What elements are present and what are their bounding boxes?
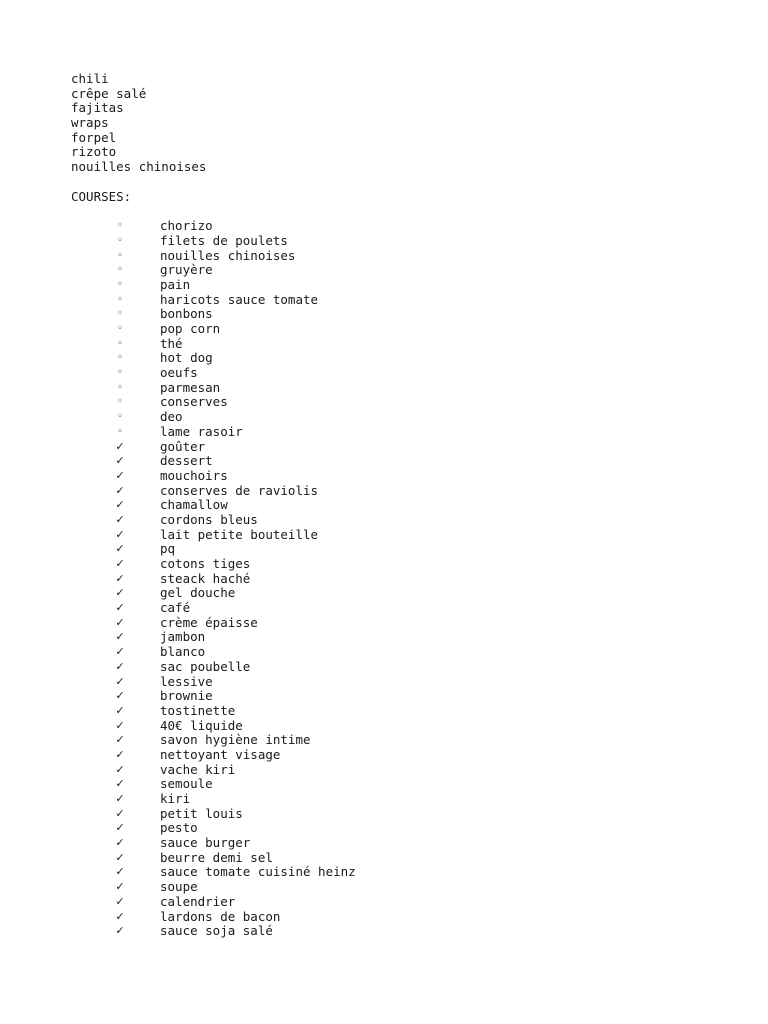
list-item xyxy=(71,381,731,396)
checkmark-icon: ✓ xyxy=(115,806,125,820)
list-item xyxy=(71,234,731,249)
list-item-label: nouilles chinoises xyxy=(160,247,296,263)
checkmark-icon: ✓ xyxy=(115,747,125,761)
list-item xyxy=(71,425,731,440)
meal-item: nouilles chinoises xyxy=(71,159,207,175)
list-item-label: tostinette xyxy=(160,702,236,718)
list-item xyxy=(71,704,731,719)
list-item-label: thé xyxy=(160,335,183,351)
list-item xyxy=(71,219,731,234)
list-item-label: cordons bleus xyxy=(160,511,258,527)
list-item xyxy=(71,865,731,880)
list-item-label: oeufs xyxy=(160,365,198,381)
list-item xyxy=(71,851,731,866)
list-item-label: gel douche xyxy=(160,585,236,601)
checkmark-icon: ✓ xyxy=(115,777,125,791)
checkmark-icon: ✓ xyxy=(115,909,125,923)
list-item-label: jambon xyxy=(160,629,206,645)
checkmark-icon: ✓ xyxy=(115,468,125,482)
meal-item: chili xyxy=(71,71,109,86)
list-item-label: pesto xyxy=(160,820,198,836)
checkmark-icon: ✓ xyxy=(115,659,125,673)
open-circle-bullet-icon: ◦ xyxy=(117,425,123,437)
checkmark-icon: ✓ xyxy=(115,865,125,879)
checkmark-icon: ✓ xyxy=(115,498,125,512)
list-item xyxy=(71,586,731,601)
list-item xyxy=(71,807,731,822)
open-circle-bullet-icon: ◦ xyxy=(117,264,123,276)
list-item-label: chamallow xyxy=(160,497,228,513)
list-item xyxy=(71,557,731,572)
list-item xyxy=(71,630,731,645)
checkmark-icon: ✓ xyxy=(115,454,125,468)
list-item xyxy=(71,440,731,455)
list-item xyxy=(71,763,731,778)
list-item-label: parmesan xyxy=(160,379,221,395)
list-item-label: cotons tiges xyxy=(160,556,251,571)
list-item-label: lessive xyxy=(160,673,213,689)
open-circle-bullet-icon: ◦ xyxy=(117,352,123,364)
list-item xyxy=(71,307,731,322)
list-item xyxy=(71,542,731,557)
list-item-label: hot dog xyxy=(160,350,213,366)
list-item xyxy=(71,748,731,763)
list-item-label: soupe xyxy=(160,879,198,895)
checkmark-icon: ✓ xyxy=(115,571,125,585)
open-circle-bullet-icon: ◦ xyxy=(117,396,123,408)
list-item xyxy=(71,395,731,410)
list-item-label: sauce tomate cuisiné heinz xyxy=(160,864,356,880)
list-item-label: sauce soja salé xyxy=(160,923,273,939)
list-item xyxy=(71,836,731,851)
list-item xyxy=(71,263,731,278)
checkmark-icon: ✓ xyxy=(115,924,125,938)
list-item-label: kiri xyxy=(160,791,191,806)
list-item-label: vache kiri xyxy=(160,761,236,777)
open-circle-bullet-icon: ◦ xyxy=(117,278,123,290)
list-item xyxy=(71,293,731,308)
list-item xyxy=(71,337,731,352)
list-item-label: lait petite bouteille xyxy=(160,526,319,542)
open-circle-bullet-icon: ◦ xyxy=(117,337,123,349)
list-item-label: conserves xyxy=(160,394,228,410)
list-item xyxy=(71,689,731,704)
list-item xyxy=(71,792,731,807)
list-item-label: lardons de bacon xyxy=(160,908,281,924)
open-circle-bullet-icon: ◦ xyxy=(117,411,123,423)
checkmark-icon: ✓ xyxy=(115,483,125,497)
list-item-label: filets de poulets xyxy=(160,232,288,248)
list-item xyxy=(71,410,731,425)
checkmark-icon: ✓ xyxy=(115,512,125,526)
list-item xyxy=(71,616,731,631)
list-item xyxy=(71,528,731,543)
list-item-label: sac poubelle xyxy=(160,658,251,674)
open-circle-bullet-icon: ◦ xyxy=(117,293,123,305)
list-item xyxy=(71,895,731,910)
list-item-label: semoule xyxy=(160,776,213,792)
list-item xyxy=(71,498,731,513)
checkmark-icon: ✓ xyxy=(115,836,125,850)
list-item xyxy=(71,675,731,690)
list-item xyxy=(71,601,731,616)
document-page xyxy=(71,72,731,939)
list-item-label: haricots sauce tomate xyxy=(160,291,319,307)
list-item-label: bonbons xyxy=(160,306,213,322)
list-item xyxy=(71,821,731,836)
list-item-label: blanco xyxy=(160,644,206,660)
checkmark-icon: ✓ xyxy=(115,527,125,541)
checkmark-icon: ✓ xyxy=(115,792,125,805)
checkmark-icon: ✓ xyxy=(115,586,125,600)
checkmark-icon: ✓ xyxy=(115,615,125,629)
list-item-label: café xyxy=(160,600,191,616)
list-item xyxy=(71,484,731,499)
checkmark-icon: ✓ xyxy=(115,542,125,556)
checkmark-icon: ✓ xyxy=(115,718,125,732)
list-item-label: goûter xyxy=(160,438,206,454)
checkmark-icon: ✓ xyxy=(115,762,125,776)
list-item-label: sauce burger xyxy=(160,835,251,851)
list-item xyxy=(71,322,731,337)
checkmark-icon: ✓ xyxy=(115,850,125,864)
list-item-label: steack haché xyxy=(160,570,251,586)
meal-item: rizoto xyxy=(71,144,117,160)
list-item xyxy=(71,733,731,748)
list-item xyxy=(71,278,731,293)
checkmark-icon: ✓ xyxy=(115,439,125,453)
list-item-label: calendrier xyxy=(160,893,236,909)
list-item xyxy=(71,249,731,264)
open-circle-bullet-icon: ◦ xyxy=(117,381,123,393)
list-item xyxy=(71,366,731,381)
list-item-label: nettoyant visage xyxy=(160,746,281,762)
shopping-list xyxy=(71,219,731,939)
meal-item: crêpe salé xyxy=(71,85,147,101)
checkmark-icon: ✓ xyxy=(115,821,125,835)
list-item-label: brownie xyxy=(160,688,213,704)
checkmark-icon: ✓ xyxy=(115,601,125,615)
list-item-label: mouchoirs xyxy=(160,467,228,483)
checkmark-icon: ✓ xyxy=(115,689,125,703)
checkmark-icon: ✓ xyxy=(115,703,125,717)
list-item xyxy=(71,645,731,660)
open-circle-bullet-icon: ◦ xyxy=(117,367,123,379)
open-circle-bullet-icon: ◦ xyxy=(117,308,123,320)
open-circle-bullet-icon: ◦ xyxy=(117,234,123,246)
list-item xyxy=(71,880,731,895)
courses-heading: COURSES: xyxy=(71,188,132,204)
list-item-label: chorizo xyxy=(160,218,213,234)
open-circle-bullet-icon: ◦ xyxy=(117,220,123,232)
list-item xyxy=(71,660,731,675)
checkmark-icon: ✓ xyxy=(115,733,125,747)
list-item xyxy=(71,454,731,469)
checkmark-icon: ✓ xyxy=(115,894,125,908)
checkmark-icon: ✓ xyxy=(115,645,125,659)
list-item xyxy=(71,777,731,792)
list-item-label: gruyère xyxy=(160,262,213,278)
list-item-label: lame rasoir xyxy=(160,423,243,439)
list-item-label: pop corn xyxy=(160,321,221,336)
checkmark-icon: ✓ xyxy=(115,880,125,894)
list-item xyxy=(71,910,731,925)
list-item-label: petit louis xyxy=(160,805,243,821)
list-item-label: beurre demi sel xyxy=(160,849,273,865)
list-item-label: dessert xyxy=(160,453,213,469)
list-item-label: pq xyxy=(160,541,176,557)
meal-item: wraps xyxy=(71,115,109,131)
list-item-label: conserves de raviolis xyxy=(160,482,319,498)
list-item-label: 40€ liquide xyxy=(160,717,243,733)
meal-item: forpel xyxy=(71,129,117,145)
list-item xyxy=(71,469,731,484)
checkmark-icon: ✓ xyxy=(115,674,125,688)
list-item xyxy=(71,513,731,528)
list-item-label: savon hygiène intime xyxy=(160,732,311,748)
list-item xyxy=(71,719,731,734)
checkmark-icon: ✓ xyxy=(115,557,125,570)
open-circle-bullet-icon: ◦ xyxy=(117,323,123,334)
list-item xyxy=(71,924,731,939)
meal-list xyxy=(71,72,731,175)
checkmark-icon: ✓ xyxy=(115,630,125,644)
list-item-label: pain xyxy=(160,276,191,292)
list-item-label: deo xyxy=(160,409,183,425)
list-item xyxy=(71,351,731,366)
list-item-label: crème épaisse xyxy=(160,614,258,630)
list-item xyxy=(71,572,731,587)
open-circle-bullet-icon: ◦ xyxy=(117,249,123,261)
meal-item: fajitas xyxy=(71,100,124,116)
